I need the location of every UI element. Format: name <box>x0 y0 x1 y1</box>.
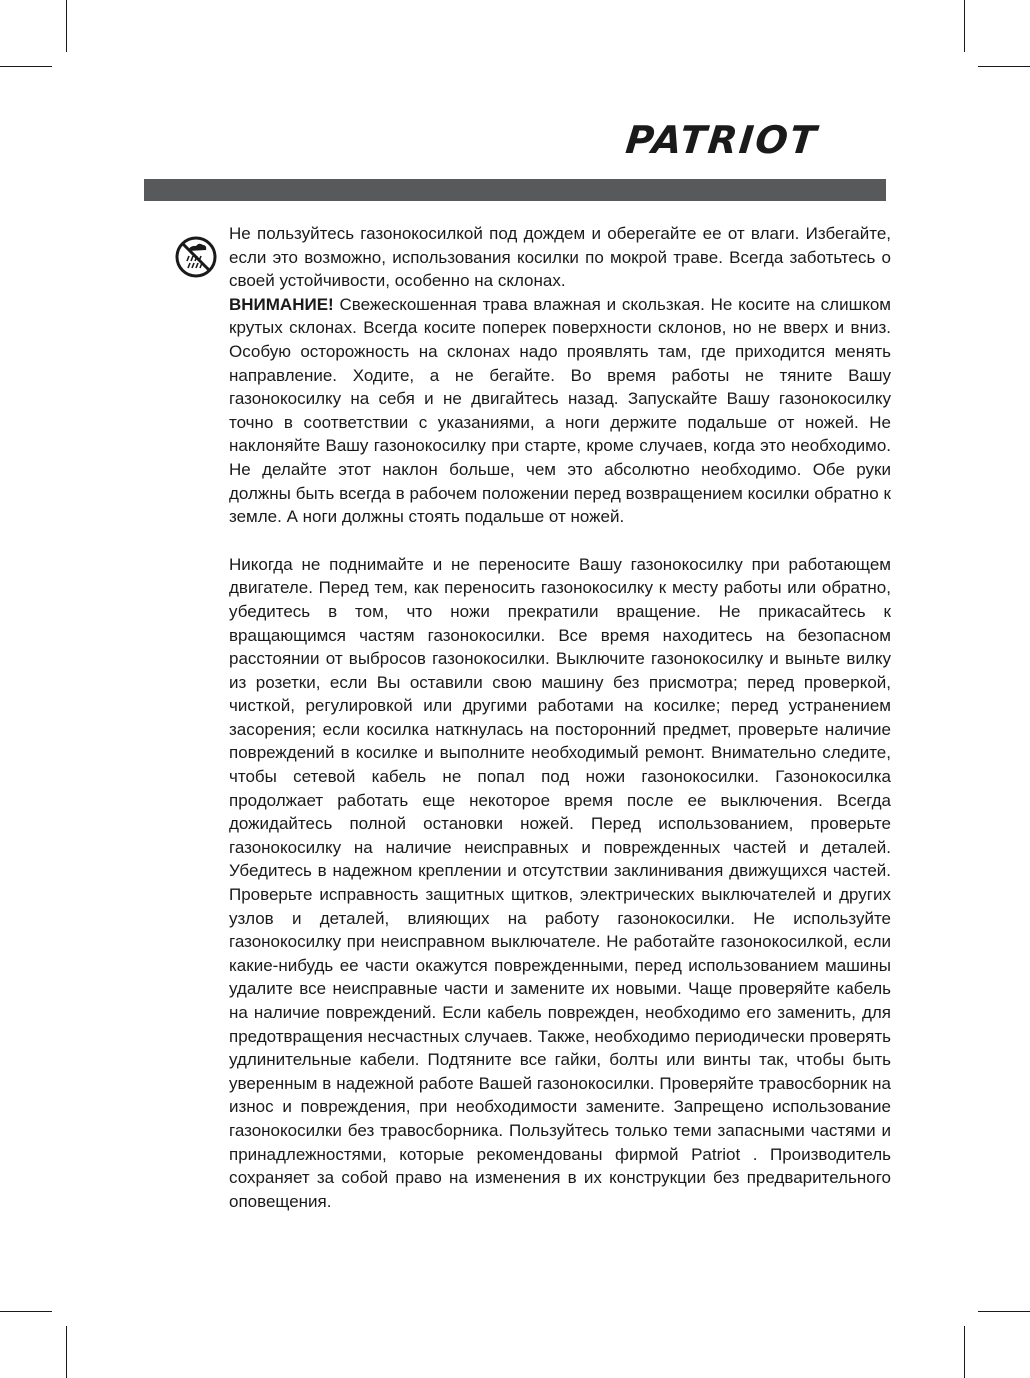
no-rain-icon <box>174 235 218 279</box>
crop-mark <box>964 0 965 52</box>
crop-mark <box>978 1311 1030 1312</box>
header-bar <box>144 179 886 201</box>
paragraph-safety: Никогда не поднимайте и не переносите Вашу газонокосилку при работающем двигателе. Перед тем, как переносить газонокосилку к месту работы или обратно, убедитесь в том, что ножи прекратили вращение. Не прикасайтесь к вращающимся частям газонокосилки. Все время находитесь на безопасном расстоянии от выбросов газонокосилки. Выключите газонокосилку и выньте вилку из розетки, если Вы оставили свою машину без присмотра; перед проверкой, чисткой, регулировкой или другими работами на косилке; перед устранением засорения; если косилка наткнулась на посторонний предмет, проверьте наличие повреждений в косилке и выполните необходимый ремонт. Внимательно следите, чтобы сетевой кабель не попал под ножи газонокосилки. Газонокосилка продолжает работать еще некоторое время после ее выключения. Всегда дожидайтесь полной остановки ножей. Перед использованием, проверьте газонокосилку на наличие неисправных и поврежденных частей и деталей. Убедитесь в надежном креплении и отсутствии заклинивания движущихся частей. Проверьте исправность защитных щитков, электрических выключателей и других узлов и деталей, влияющих на работу газонокосилки. Не используйте газонокосилку при неисправном выключателе. Не работайте газонокосилкой, если какие-нибудь ее части окажутся поврежденными, перед использованием машины удалите все неисправные части и замените их новыми. Чаще проверяйте кабель на наличие повреждений. Если кабель поврежден, необходимо его заменить, для предотвращения несчастных случаев. Также, необходимо периодически проверять удлинительные кабели. Подтяните все гайки, болты или винты так, чтобы быть уверенным в надежной работе Вашей газонокосилки. Проверяйте травосборник на износ и повреждения, при необходимости замените. Запрещено использование газонокосилки без травосборника. Пользуйтесь только теми запасными частями и принадлежностями, которые рекомендованы фирмой Patriot . Производитель сохраняет за собой право на изменения в их конструкции без предварительного оповещения. <box>229 554 891 1211</box>
crop-mark <box>66 0 67 52</box>
crop-mark <box>66 1326 67 1378</box>
brand-logo: PATRIOT <box>623 118 820 162</box>
paragraph-warning <box>229 293 891 529</box>
crop-mark <box>964 1326 965 1378</box>
paragraph-rain: Не пользуйтесь газонокосилкой под дождем и оберегайте ее от влаги. Избегайте, если это возможно, использования косилки по мокрой траве. Всегда заботьтесь о своей устойчивости, особенно на склонах. <box>229 224 891 291</box>
crop-mark <box>0 1311 52 1312</box>
crop-mark <box>978 66 1030 67</box>
warning-label: ВНИМАНИЕ! <box>229 294 334 314</box>
warning-text: Свежескошенная трава влажная и скользкая. Не косите на слишком крутых склонах. Всегда косите поперек поверхности склонов, но не вверх и вниз. Особую осторожность на склонах надо проявлять там, где приходится менять направление. Ходите, а не бегайте. Во время работы не тяните Вашу газонокосилку на себя и не двигайтесь назад. Запускайте Вашу газонокосилку точно в соответствии с указаниями, а ноги держите подальше от ножей. Не наклоняйте Вашу газонокосилку при старте, кроме случаев, когда это необходимо. Не делайте этот наклон больше, чем это абсолютно необходимо. Обе руки должны быть всегда в рабочем положении перед возвращением косилки обратно к земле. А ноги должны стоять подальше от ножей. <box>229 294 891 527</box>
body-text <box>229 222 891 1213</box>
crop-mark <box>0 66 52 67</box>
